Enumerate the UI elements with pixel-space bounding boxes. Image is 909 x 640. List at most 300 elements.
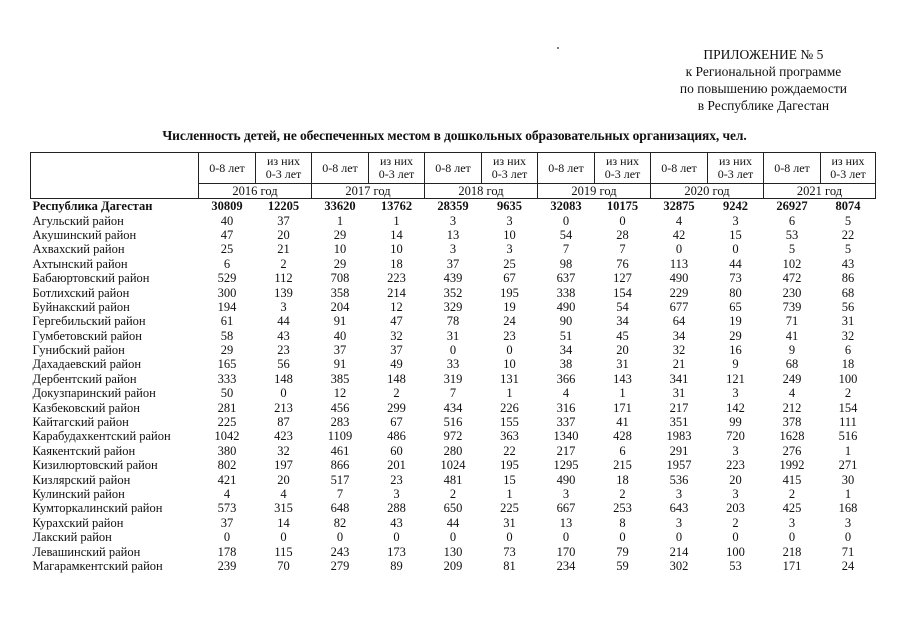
table-row (31, 415, 876, 429)
table-row (31, 544, 876, 558)
appendix-number: ПРИЛОЖЕНИЕ № 5 (703, 47, 824, 62)
table-row-total (31, 199, 876, 214)
table-cell: 0 (562, 530, 570, 545)
table-cell: 230 (782, 285, 802, 300)
table-cell: 351 (669, 415, 689, 430)
table-row (31, 501, 876, 515)
table-cell: 43 (390, 515, 403, 530)
table-row (31, 559, 876, 573)
table-cell: 139 (274, 285, 293, 300)
column-header-0-3-line2: 0-3 лет (717, 167, 754, 181)
table-cell: 40 (333, 328, 347, 343)
region-name: Курахский район (32, 515, 124, 530)
table-cell: 67 (390, 415, 403, 430)
table-cell: 428 (613, 429, 632, 444)
column-header-0-8: 0-8 лет (425, 153, 482, 184)
table-cell: 28359 (437, 199, 469, 214)
region-name: Кизилюртовский район (32, 458, 158, 473)
table-cell: 29 (333, 227, 347, 242)
table-cell: 1628 (779, 429, 805, 444)
table-cell: 363 (500, 429, 519, 444)
region-name: Кайтагский район (32, 415, 129, 430)
column-header-0-8: 0-8 лет (651, 153, 708, 184)
table-cell: 23 (390, 472, 403, 487)
table-cell: 13 (559, 515, 573, 530)
table-cell: 338 (556, 285, 576, 300)
table-cell: 16 (729, 343, 742, 358)
table-cell: 218 (782, 544, 802, 559)
table-cell: 154 (838, 400, 858, 415)
table-row (31, 257, 876, 271)
table-cell: 15 (503, 472, 516, 487)
table-cell: 529 (217, 271, 237, 286)
table-cell: 315 (274, 501, 293, 516)
table-cell: 21 (672, 357, 686, 372)
table-cell: 0 (280, 386, 287, 401)
table-cell: 194 (217, 299, 237, 314)
table-cell: 87 (277, 415, 290, 430)
table-row (31, 314, 876, 328)
region-name: Дербентский район (32, 371, 137, 386)
table-cell: 148 (387, 371, 406, 386)
year-header: 2020 год (651, 184, 764, 199)
table-cell: 1024 (440, 458, 466, 473)
column-header-0-3-line1: из них (492, 154, 526, 168)
table-cell: 10 (333, 242, 347, 257)
table-cell: 517 (330, 472, 350, 487)
table-cell: 380 (217, 443, 237, 458)
table-row (31, 516, 876, 530)
table-cell: 82 (333, 515, 347, 530)
region-name: Гергебильский район (32, 314, 146, 329)
table-cell: 1 (336, 213, 344, 228)
table-cell: 171 (782, 558, 802, 573)
table-cell: 299 (387, 400, 406, 415)
table-cell: 2 (619, 487, 626, 501)
column-header-0-3-line1: из них (605, 154, 639, 168)
column-header-0-3-line1: из них (379, 154, 413, 168)
table-cell: 288 (387, 501, 406, 516)
table-cell: 127 (613, 271, 632, 286)
table-cell: 3 (732, 386, 739, 401)
table-cell: 5 (844, 242, 852, 257)
table-cell: 1 (619, 386, 626, 401)
table-cell: 3 (732, 443, 739, 458)
table-cell: 1295 (553, 458, 579, 473)
table-cell: 21 (277, 242, 290, 257)
table-cell: 677 (669, 299, 689, 314)
table-cell: 212 (782, 400, 802, 415)
region-name: Ахвахский район (32, 242, 125, 257)
table-row (31, 357, 876, 371)
table-cell: 37 (390, 343, 403, 358)
table-cell: 23 (277, 343, 290, 358)
year-header: 2019 год (538, 184, 651, 199)
table-cell: 165 (217, 357, 237, 372)
table-cell: 44 (729, 256, 742, 271)
column-header-0-3 (821, 153, 876, 184)
table-cell: 302 (669, 558, 689, 573)
table-cell: 47 (390, 314, 403, 329)
table-cell: 720 (726, 429, 745, 444)
table-cell: 19 (503, 299, 516, 314)
table-cell: 333 (217, 371, 237, 386)
table-cell: 1957 (666, 458, 692, 473)
table-row (31, 458, 876, 472)
table-cell: 81 (503, 558, 516, 573)
table-cell: 73 (503, 544, 516, 559)
table-cell: 2 (280, 256, 287, 271)
table-cell: 708 (330, 271, 350, 286)
table-cell: 195 (500, 458, 519, 473)
table-cell: 15 (729, 227, 742, 242)
table-cell: 415 (782, 472, 802, 487)
table-cell: 32875 (663, 199, 695, 214)
table-cell: 68 (785, 357, 799, 372)
region-name: Кулинский район (32, 487, 125, 501)
table-cell: 9 (788, 343, 796, 358)
column-header-0-8: 0-8 лет (764, 153, 821, 184)
table-cell: 18 (616, 472, 629, 487)
table-cell: 0 (732, 242, 739, 257)
table-cell: 337 (556, 415, 576, 430)
table-cell: 486 (387, 429, 406, 444)
table-cell: 111 (839, 415, 857, 430)
table-cell: 67 (503, 271, 516, 286)
table-cell: 648 (330, 501, 350, 516)
table-cell: 51 (559, 328, 573, 343)
table-cell: 32 (672, 343, 686, 358)
table-row (31, 329, 876, 343)
table-cell: 283 (330, 415, 350, 430)
table-cell: 0 (619, 530, 626, 545)
table-cell: 425 (782, 501, 802, 516)
column-header-0-3 (256, 153, 312, 184)
table-cell: 40 (220, 213, 234, 228)
table-cell: 2 (788, 487, 796, 501)
table-row (31, 487, 876, 501)
table-cell: 32 (277, 443, 290, 458)
table-cell: 18 (841, 357, 855, 372)
table-cell: 1 (506, 386, 513, 401)
table-cell: 972 (443, 429, 463, 444)
table-cell: 536 (669, 472, 689, 487)
table-cell: 434 (443, 400, 463, 415)
table-cell: 44 (277, 314, 290, 329)
table-cell: 481 (443, 472, 463, 487)
table-cell: 223 (726, 458, 745, 473)
table-cell: 78 (446, 314, 460, 329)
table-cell: 6 (223, 256, 231, 271)
table-cell: 41 (616, 415, 629, 430)
table-cell: 80 (729, 285, 742, 300)
table-cell: 3 (449, 213, 457, 228)
table-cell: 439 (443, 271, 463, 286)
table-cell: 4 (788, 386, 796, 401)
column-header-0-3-line2: 0-3 лет (378, 167, 415, 181)
table-cell: 2 (393, 386, 400, 401)
table-cell: 472 (782, 271, 802, 286)
table-cell: 53 (729, 558, 742, 573)
table-cell: 195 (500, 285, 519, 300)
table-row (31, 271, 876, 285)
table-cell: 22 (841, 227, 855, 242)
table-cell: 739 (782, 299, 802, 314)
table-cell: 131 (500, 371, 519, 386)
table-cell: 12 (333, 386, 347, 401)
table-cell: 7 (562, 242, 570, 257)
column-header-0-3-line1: из них (718, 154, 752, 168)
table-cell: 4 (675, 213, 683, 228)
table-row (31, 472, 876, 486)
table-cell: 86 (841, 271, 855, 286)
table-cell: 0 (449, 530, 457, 545)
table-cell: 201 (387, 458, 406, 473)
table-cell: 37 (333, 343, 347, 358)
table-row (31, 213, 876, 227)
table-cell: 3 (449, 242, 457, 257)
table-cell: 0 (223, 530, 231, 545)
table-cell: 276 (782, 443, 802, 458)
table-cell: 5 (844, 213, 852, 228)
table-cell: 329 (443, 299, 463, 314)
table-cell: 234 (556, 558, 576, 573)
table-cell: 142 (726, 400, 745, 415)
region-name: Ахтынский район (32, 256, 128, 271)
table-cell: 2 (844, 386, 852, 401)
table-row (31, 530, 876, 544)
column-header-0-3 (482, 153, 538, 184)
table-cell: 0 (675, 530, 683, 545)
table-cell: 143 (613, 371, 632, 386)
table-cell: 24 (503, 314, 516, 329)
table-cell: 866 (330, 458, 350, 473)
table-cell: 6 (788, 213, 796, 228)
table-cell: 30809 (211, 199, 243, 214)
table-cell: 29 (220, 343, 234, 358)
table-cell: 10 (390, 242, 403, 257)
table-cell: 31 (672, 386, 686, 401)
table-cell: 2 (732, 515, 739, 530)
table-cell: 0 (619, 213, 626, 228)
region-name: Кумторкалинский район (32, 501, 163, 516)
table-cell: 20 (616, 343, 629, 358)
table-cell: 130 (443, 544, 463, 559)
table-cell: 24 (841, 558, 855, 573)
table-cell: 217 (669, 400, 689, 415)
table-cell: 7 (619, 242, 626, 257)
year-header: 2016 год (199, 184, 312, 199)
table-cell: 44 (446, 515, 460, 530)
column-header-0-3-line2: 0-3 лет (830, 167, 866, 181)
table-row (31, 228, 876, 242)
table-cell: 0 (393, 530, 400, 545)
table-cell: 352 (443, 285, 463, 300)
table-row (31, 300, 876, 314)
table-cell: 0 (844, 530, 852, 545)
table-cell: 573 (217, 501, 237, 516)
table-cell: 225 (500, 501, 519, 516)
table-cell: 197 (274, 458, 293, 473)
table-cell: 20 (277, 227, 290, 242)
table-cell: 37 (277, 213, 290, 228)
region-column-header (31, 153, 199, 199)
table-cell: 23 (503, 328, 516, 343)
region-name: Акушинский район (32, 227, 137, 242)
table-cell: 38 (559, 357, 573, 372)
table-cell: 203 (726, 501, 745, 516)
table-cell: 61 (220, 314, 234, 329)
year-header: 2017 год (312, 184, 425, 199)
table-row (31, 429, 876, 443)
region-name: Кизлярский район (32, 472, 131, 487)
region-name: Докузпаринский район (32, 386, 156, 401)
table-cell: 56 (277, 357, 290, 372)
table-cell: 802 (217, 458, 237, 473)
table-cell: 99 (729, 415, 742, 430)
table-cell: 3 (675, 515, 683, 530)
table-cell: 60 (390, 443, 403, 458)
table-cell: 378 (782, 415, 802, 430)
table-cell: 33620 (324, 199, 356, 214)
table-cell: 0 (788, 530, 796, 545)
table-cell: 25 (220, 242, 234, 257)
table-cell: 280 (443, 443, 463, 458)
column-header-0-3-line2: 0-3 лет (604, 167, 641, 181)
appendix-line-region: в Республике Дагестан (697, 98, 830, 113)
table-cell: 4 (562, 386, 570, 401)
table-cell: 225 (217, 415, 237, 430)
table-cell: 79 (616, 544, 629, 559)
table-cell: 214 (669, 544, 689, 559)
table-cell: 90 (559, 314, 573, 329)
table-cell: 14 (390, 227, 403, 242)
region-name: Казбековский район (32, 400, 140, 415)
table-cell: 29 (333, 256, 347, 271)
table-cell: 637 (556, 271, 576, 286)
table-cell: 56 (841, 299, 855, 314)
column-header-0-8: 0-8 лет (538, 153, 595, 184)
table-cell: 423 (274, 429, 293, 444)
table-cell: 115 (274, 544, 293, 559)
table-cell: 490 (556, 472, 576, 487)
table-cell: 271 (838, 458, 858, 473)
region-name: Гунибский район (32, 343, 125, 358)
table-cell: 91 (333, 314, 347, 329)
table-cell: 100 (838, 371, 858, 386)
table-cell: 22 (503, 443, 516, 458)
table-cell: 13762 (380, 199, 413, 214)
table-cell: 0 (449, 343, 457, 358)
table-cell: 650 (443, 501, 463, 516)
table-cell: 58 (220, 328, 234, 343)
table-cell: 31 (616, 357, 629, 372)
table-body (31, 199, 876, 574)
table-cell: 0 (506, 530, 513, 545)
table-row (31, 343, 876, 357)
column-header-0-8: 0-8 лет (312, 153, 369, 184)
table-cell: 4 (223, 487, 231, 501)
table-cell: 10 (503, 227, 516, 242)
table-cell: 37 (220, 515, 234, 530)
table-cell: 1983 (666, 429, 692, 444)
table-cell: 243 (330, 544, 350, 559)
table-cell: 32 (841, 328, 855, 343)
table-cell: 37 (446, 256, 460, 271)
table-cell: 0 (732, 530, 739, 545)
appendix-line-topic: по повышению рождаемости (679, 81, 847, 96)
column-header-0-8: 0-8 лет (199, 153, 256, 184)
table-cell: 89 (390, 558, 403, 573)
table-cell: 0 (280, 530, 287, 545)
table-cell: 6 (619, 443, 626, 458)
table-cell: 239 (217, 558, 237, 573)
table-cell: 10 (503, 357, 516, 372)
appendix-line-program: к Региональной программе (685, 64, 842, 79)
table-cell: 68 (841, 285, 855, 300)
table-cell: 8 (619, 515, 626, 530)
document-title: Численность детей, не обеспеченных местом в дошкольных образовательных организациях, чел. (162, 128, 747, 143)
table-cell: 319 (443, 371, 463, 386)
table-cell: 456 (330, 400, 350, 415)
table-cell: 50 (220, 386, 234, 401)
year-header: 2021 год (764, 184, 876, 199)
table-cell: 3 (732, 213, 739, 228)
table-cell: 9635 (497, 199, 522, 214)
table-cell: 279 (330, 558, 350, 573)
table-cell: 73 (729, 271, 742, 286)
table-cell: 3 (280, 299, 287, 314)
table-cell: 178 (217, 544, 237, 559)
table-cell: 32083 (550, 199, 582, 214)
table-row (31, 242, 876, 256)
table-cell: 47 (220, 227, 234, 242)
table-cell: 300 (217, 285, 237, 300)
table-cell: 71 (785, 314, 799, 329)
table-cell: 43 (277, 328, 290, 343)
table-cell: 5 (788, 242, 796, 257)
table-cell: 173 (387, 544, 406, 559)
table-cell: 3 (562, 487, 570, 501)
table-cell: 20 (729, 472, 742, 487)
table-cell: 34 (616, 314, 629, 329)
table-cell: 1 (844, 487, 852, 501)
table-cell: 41 (785, 328, 799, 343)
table-cell: 34 (559, 343, 573, 358)
table-cell: 54 (616, 299, 629, 314)
table-cell: 291 (669, 443, 689, 458)
table-cell: 13 (446, 227, 460, 242)
table-cell: 65 (729, 299, 742, 314)
table-cell: 12205 (267, 199, 300, 214)
table-cell: 113 (669, 256, 689, 271)
table-cell: 3 (732, 487, 739, 501)
table-cell: 45 (616, 328, 629, 343)
table-cell: 43 (841, 256, 855, 271)
table-cell: 76 (616, 256, 629, 271)
table-cell: 217 (556, 443, 576, 458)
table-cell: 31 (446, 328, 460, 343)
region-name: Агульский район (32, 213, 124, 228)
table-cell: 490 (556, 299, 576, 314)
table-cell: 0 (336, 530, 344, 545)
table-cell: 1109 (327, 429, 353, 444)
table-cell: 29 (729, 328, 742, 343)
table-cell: 3 (844, 515, 852, 530)
column-header-0-3 (595, 153, 651, 184)
table-cell: 643 (669, 501, 689, 516)
table-cell: 316 (556, 400, 576, 415)
